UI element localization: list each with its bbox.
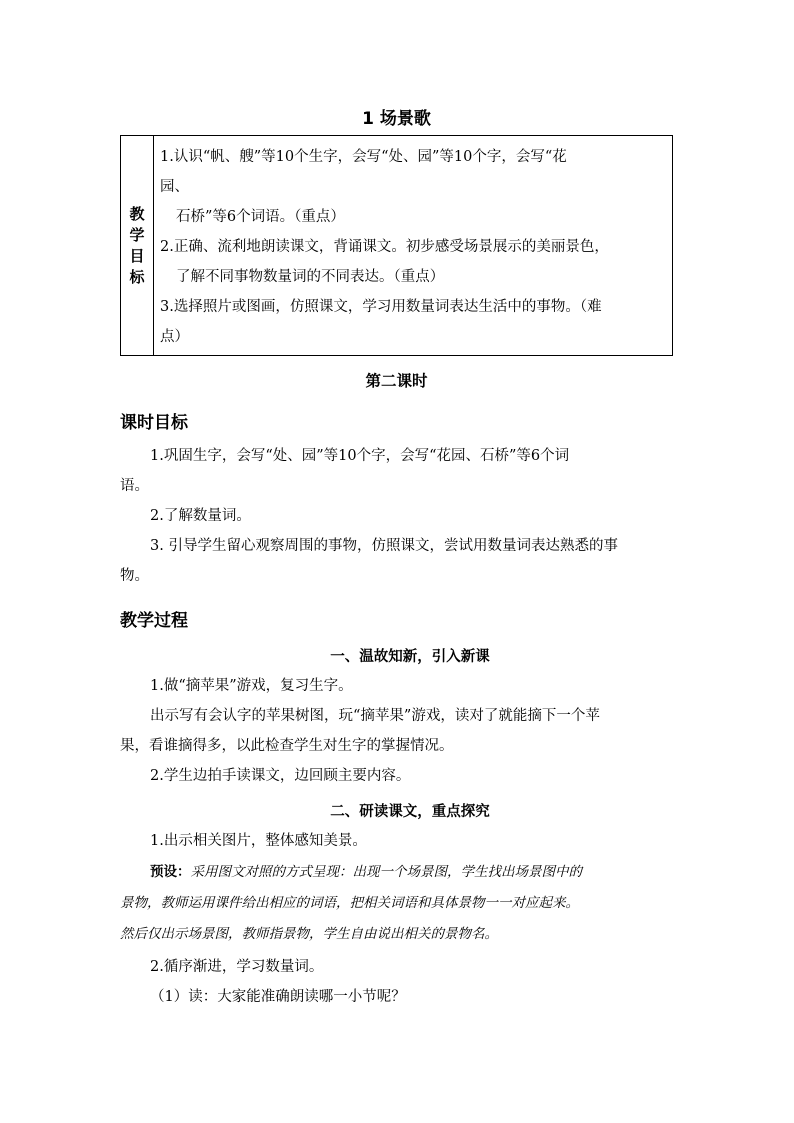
preset-label: 预设： [150,864,191,880]
process-line: （1）读：大家能准确朗读哪一小节呢？ [150,989,406,1005]
header-char: 标 [129,267,145,286]
objectives-heading: 课时目标 [120,413,188,433]
objective-line: 2.了解数量词。 [150,508,251,524]
objective-line: 1.巩固生字，会写“处、园”等10个字，会写“花园、石桥”等6个词 [150,448,570,464]
header-char: 教 [129,204,145,223]
process-line: 1.出示相关图片，整体感知美景。 [150,833,367,849]
preset-line: 然后仅出示场景图，教师指景物，学生自由说出相关的景物名。 [120,926,498,942]
process-line: 1.做“摘苹果”游戏，复习生字。 [150,678,353,694]
objective-line: 语。 [120,478,149,494]
goal-line: 点） [160,329,189,345]
lesson-period-title: 第二课时 [365,372,428,390]
process-heading: 教学过程 [120,611,188,631]
goal-line: 园、 [160,179,189,195]
preset-line [120,857,680,888]
objectives-text [120,441,680,591]
process-line: 果，看谁摘得多，以此检查学生对生字的掌握情况。 [120,738,454,754]
preset-block [120,857,680,950]
preset-line: 景物，教师运用课件给出相应的词语，把相关词语和具体景物一一对应起来。 [120,895,579,911]
process-line: 2.学生边拍手读课文，边回顾主要内容。 [150,768,411,784]
teaching-goals-table [120,135,673,356]
objective-line: 3. 引导学生留心观察周围的事物，仿照课文，尝试用数量词表达熟悉的事 [150,538,618,554]
preset-text: 采用图文对照的方式呈现：出现一个场景图，学生找出场景图中的 [190,864,582,880]
section-two-intro [120,826,680,856]
goals-content-cell [154,136,672,355]
process-line: 出示写有会认字的苹果树图，玩“摘苹果”游戏，读对了就能摘下一个苹 [150,708,600,724]
section-one-text [120,671,680,791]
goal-line: 了解不同事物数量词的不同表达。（重点） [176,269,445,285]
section-two-text [120,952,680,1012]
goal-line: 石桥”等6个词语。（重点） [176,209,345,225]
goal-line: 3.选择照片或图画，仿照课文，学习用数量词表达生活中的事物。（难 [160,299,602,315]
goal-line: 2.正确、流利地朗读课文，背诵课文。初步感受场景展示的美丽景色， [160,239,609,255]
objective-line: 物。 [120,568,149,584]
process-line: 2.循序渐进，学习数量词。 [150,959,324,975]
lesson-title: 1 场景歌 [362,109,431,129]
section-one-title: 一、温故知新，引入新课 [330,648,490,665]
header-char: 目 [129,246,145,265]
section-two-title: 二、研读课文，重点探究 [330,803,490,820]
goals-header-cell [121,136,154,355]
goal-line: 1.认识“帆、艘”等10个生字，会写“处、园”等10个字，会写“花 [160,149,567,165]
header-char: 学 [129,225,145,244]
